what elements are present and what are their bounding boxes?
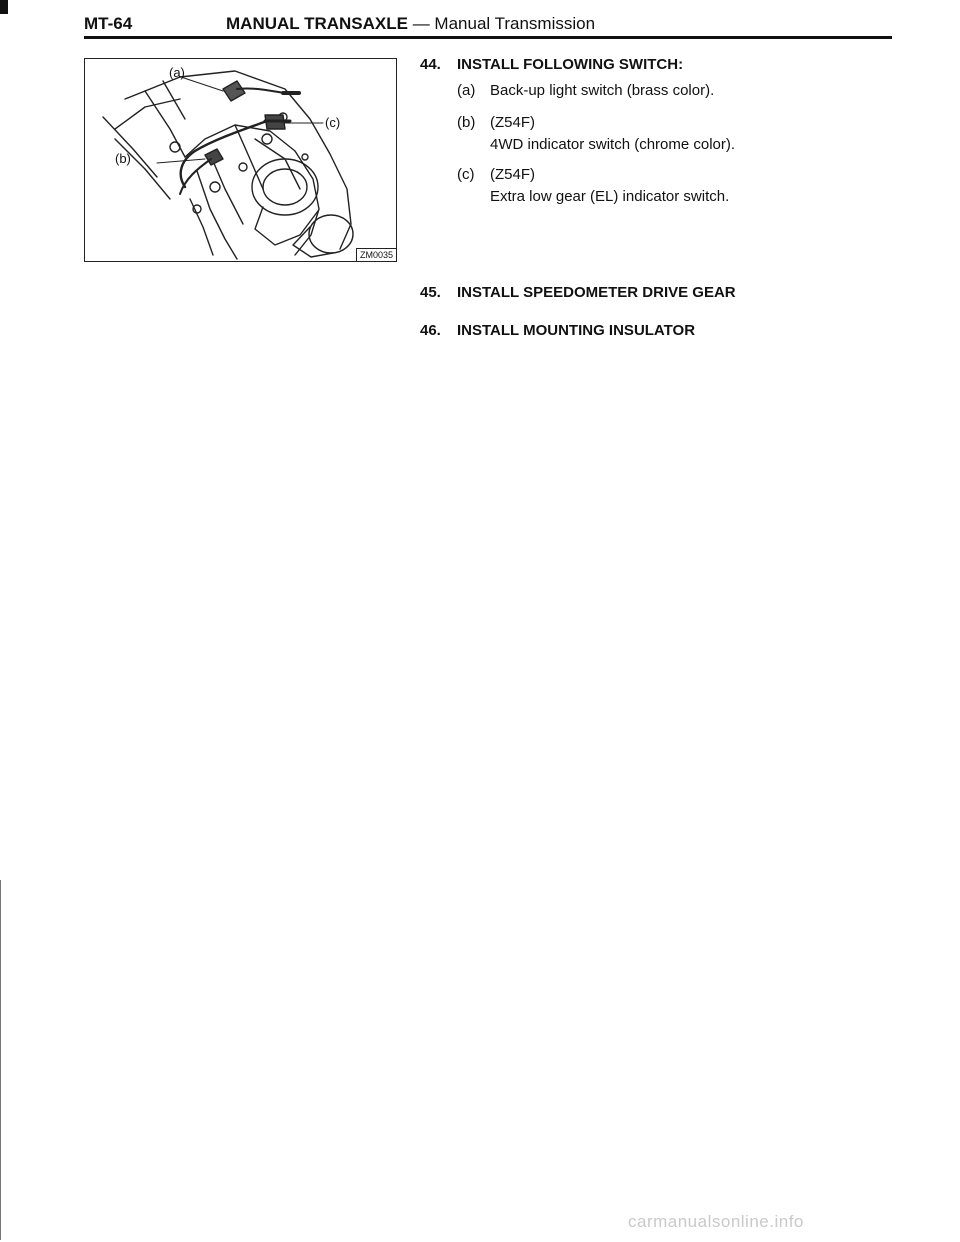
step-title: INSTALL FOLLOWING SWITCH: — [457, 56, 684, 73]
figure-label-a: (a) — [169, 65, 185, 80]
step-number: 46. — [420, 322, 441, 339]
step-title: INSTALL MOUNTING INSULATOR — [457, 322, 696, 339]
page-number: MT-64 — [84, 14, 133, 33]
page-header — [84, 12, 892, 36]
section-title-bold: MANUAL TRANSAXLE — [226, 14, 408, 33]
step-44-sub-a — [457, 80, 714, 102]
step-44-sub-b — [457, 112, 735, 156]
step-number: 44. — [420, 56, 441, 73]
step-title: INSTALL SPEEDOMETER DRIVE GEAR — [457, 284, 736, 301]
sub-letter: (a) — [457, 82, 476, 99]
figure-label-b: (b) — [115, 151, 131, 166]
sub-letter: (c) — [457, 166, 475, 183]
sub-text-line: 4WD indicator switch (chrome color). — [490, 136, 736, 153]
sub-text-line: Extra low gear (EL) indicator switch. — [490, 188, 730, 205]
figure-label-c: (c) — [325, 115, 341, 130]
sub-text-line: Back-up light switch (brass color). — [490, 82, 715, 99]
sub-letter: (b) — [457, 114, 476, 131]
sub-text-line: (Z54F) — [490, 114, 535, 131]
step-44-heading — [420, 56, 683, 73]
section-title — [226, 12, 595, 36]
step-46-heading — [420, 322, 695, 339]
watermark: carmanualsonline.info — [628, 1212, 804, 1231]
transmission-illustration — [85, 59, 397, 262]
corner-mark — [0, 0, 8, 14]
step-number: 45. — [420, 284, 441, 301]
step-45-heading — [420, 284, 736, 301]
scan-edge-line — [0, 880, 1, 1240]
sub-text-line: (Z54F) — [490, 166, 535, 183]
header-rule — [84, 36, 892, 39]
figure-code: ZM0035 — [356, 248, 396, 261]
step-44-sub-c — [457, 164, 729, 208]
transmission-figure — [84, 58, 397, 262]
section-title-rest: — Manual Transmission — [407, 14, 596, 33]
